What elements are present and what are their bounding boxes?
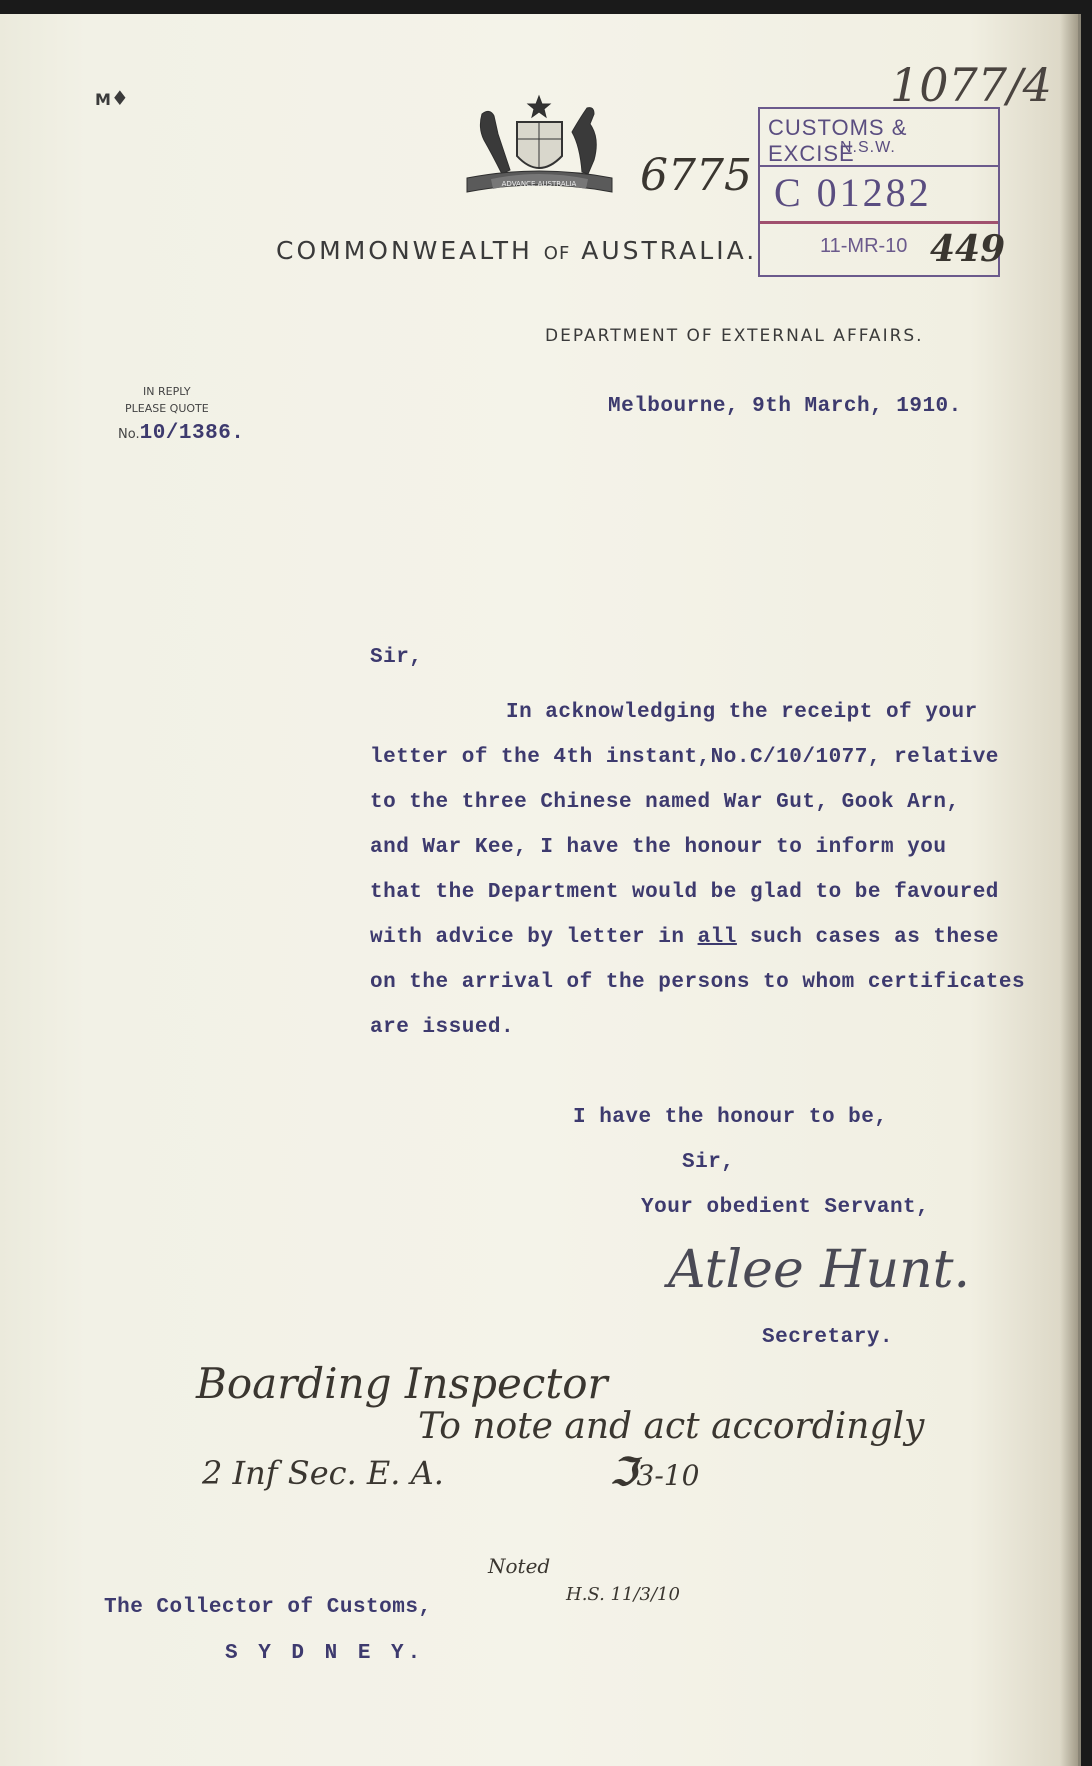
reply-no-label: No. (118, 427, 140, 442)
date-line: Melbourne, 9th March, 1910. (608, 395, 962, 418)
body-line3: to the three Chinese named War Gut, Gook Arn, (370, 791, 960, 814)
minute-initials-date: ℑ3-10 (610, 1449, 700, 1494)
body-line2: letter of the 4th instant,No.C/10/1077, relative (370, 746, 999, 769)
stamp-suffix: 449 (930, 228, 1006, 270)
body-line6-underlined: all (697, 926, 737, 949)
stamp-line2: N.S.W. (840, 139, 896, 156)
registry-number: 6775 (640, 150, 752, 201)
closing-line1: I have the honour to be, (573, 1106, 888, 1129)
signature: Atlee Hunt. (668, 1240, 970, 1300)
body-line6 (370, 926, 999, 949)
body-line4: and War Kee, I have the honour to inform you (370, 836, 947, 859)
minute-line1: Boarding Inspector (196, 1359, 608, 1408)
top-right-number: 1077/4 (890, 58, 1052, 112)
coat-of-arms-icon (462, 94, 617, 202)
addressee-line2: S Y D N E Y. (225, 1642, 425, 1665)
body-line5: that the Department would be glad to be favoured (370, 881, 999, 904)
stamp-line1: CUSTOMS & EXCISE (768, 115, 908, 166)
top-left-mark: M♦ (95, 86, 129, 110)
of-word: OF (543, 243, 571, 264)
commonwealth-word: COMMONWEALTH (276, 236, 533, 265)
reply-line2: PLEASE QUOTE (125, 402, 209, 415)
addressee-line1: The Collector of Customs, (104, 1596, 432, 1619)
minute-line3: 2 Inf Sec. E. A. (202, 1454, 444, 1492)
closing-line3: Your obedient Servant, (641, 1196, 930, 1219)
secretary-title: Secretary. (762, 1326, 894, 1349)
salutation: Sir, (370, 646, 423, 669)
crest-motto: ADVANCE AUSTRALIA (501, 180, 577, 188)
body-line1: In acknowledging the receipt of your (506, 701, 978, 724)
reply-line1: IN REPLY (143, 385, 191, 398)
body-line6-end: such cases as these (736, 926, 999, 949)
australia-word: AUSTRALIA. (581, 236, 758, 265)
stamp-rule (760, 165, 998, 167)
department-name: DEPARTMENT OF EXTERNAL AFFAIRS. (545, 326, 924, 346)
minute-date: 3-10 (636, 1459, 700, 1492)
stamp-rule-red (760, 221, 998, 224)
body-line6-start: with advice by letter in (370, 926, 698, 949)
noted-initials: H.S. 11/3/10 (566, 1584, 680, 1605)
body-line8: are issued. (370, 1016, 515, 1039)
noted-mark: Noted (488, 1554, 551, 1578)
top-left-mark-text: M (95, 90, 111, 109)
body-line7: on the arrival of the persons to whom certificates (370, 971, 1026, 994)
reply-no-value: 10/1386. (139, 422, 245, 445)
letterhead-title (276, 236, 757, 265)
page-edge-shadow (1060, 14, 1078, 1766)
stamp-number: C 01282 (774, 170, 932, 215)
stamp-date: 11-MR-10 (820, 235, 908, 257)
closing-line2: Sir, (682, 1151, 735, 1174)
minute-line2: To note and act accordingly (418, 1406, 925, 1447)
reply-reference (118, 422, 244, 445)
letter-page (0, 14, 1081, 1766)
